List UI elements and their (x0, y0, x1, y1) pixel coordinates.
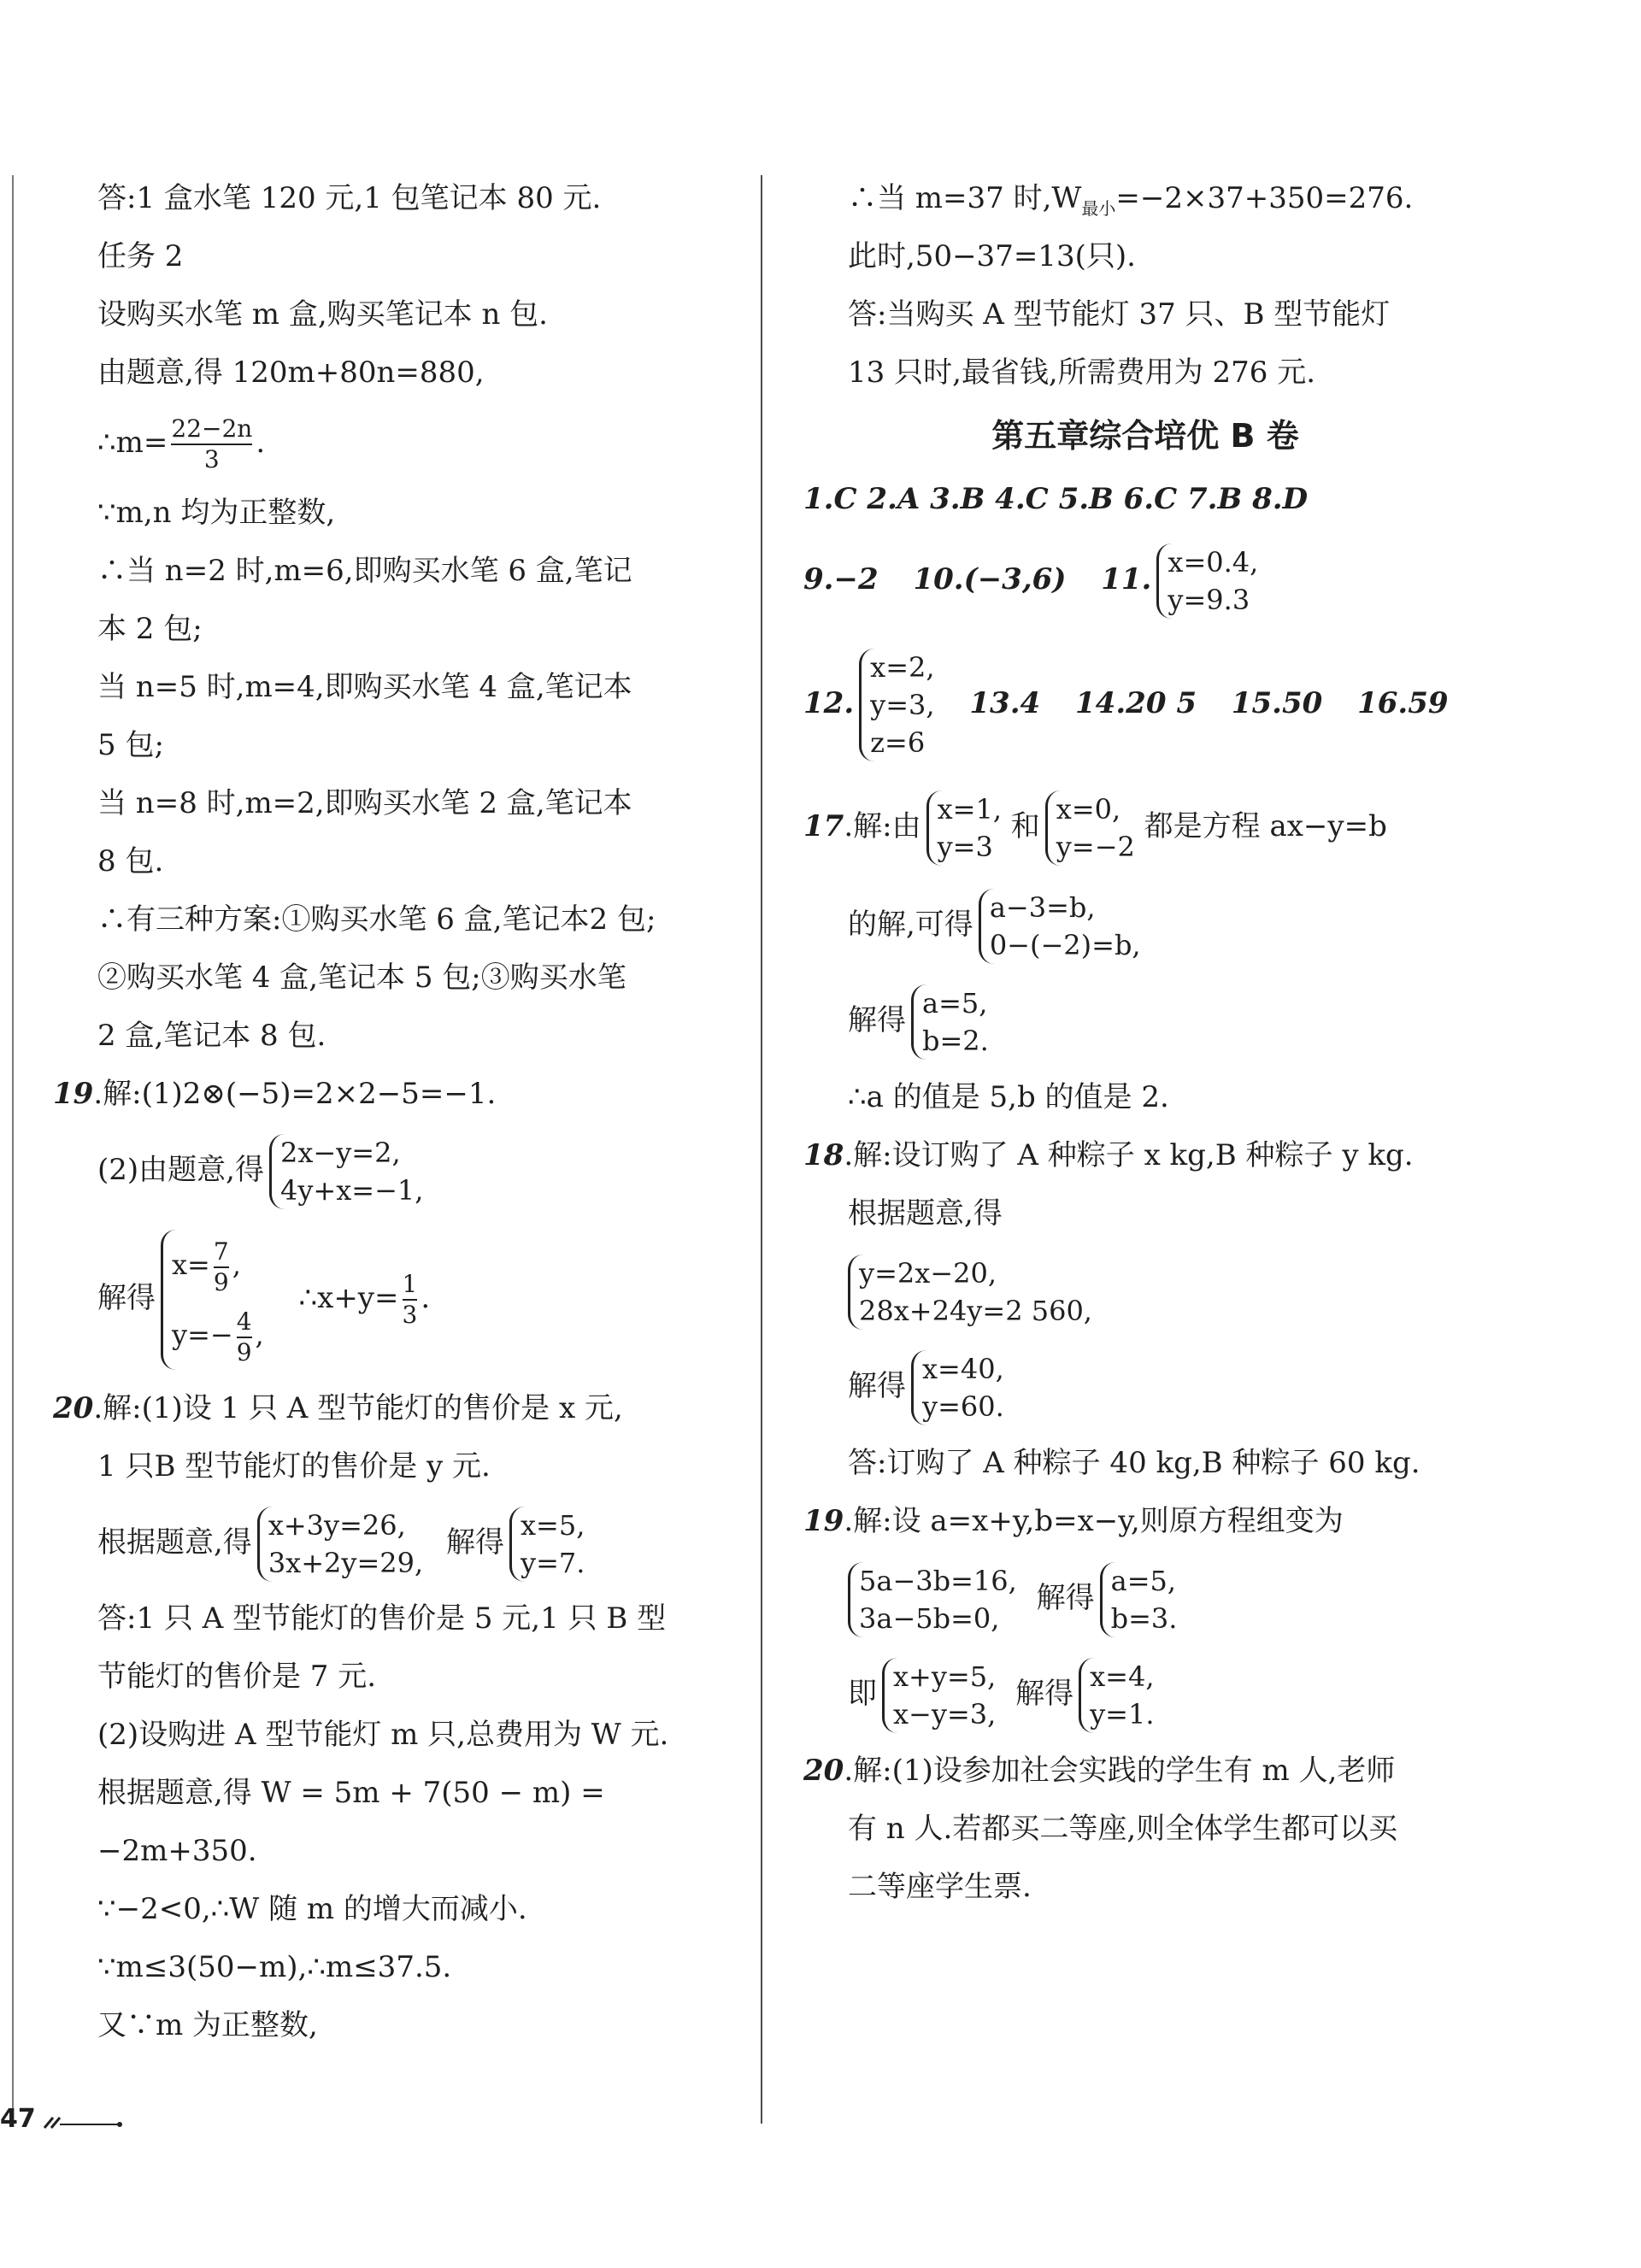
numerator: 1 (403, 1270, 418, 1301)
equation-system (257, 1507, 423, 1582)
text-line: 答:订购了 A 种粽子 40 kg,B 种粽子 60 kg. (848, 1446, 1420, 1480)
equation-system (911, 1350, 1004, 1425)
equation-system-line (53, 1495, 737, 1589)
page-number: 47 (0, 2104, 36, 2134)
fraction (171, 414, 252, 474)
answer: 9.−2 (803, 562, 879, 596)
answer-line: 答:1 盒水笔 120 元,1 包笔记本 80 元. (97, 181, 602, 215)
equation: 3a−5b=0, (859, 1602, 1000, 1635)
page-left-rule (12, 175, 14, 2124)
text-fragment: 的解,可得 (848, 908, 973, 942)
equation-system-line (53, 1123, 737, 1217)
text-fragment: ∴x+y= (298, 1281, 399, 1315)
answer: 16.59 (1357, 686, 1449, 720)
text-fragment: .解:(1)2⊗(−5)=2×2−5=−1. (93, 1077, 497, 1111)
text-fragment: .解:(1)设参加社会实践的学生有 m 人,老师 (844, 1754, 1396, 1788)
equation-system-line (803, 1646, 1487, 1742)
question-number: 18 (803, 1138, 844, 1172)
text-line: 答:1 只 A 型节能灯的售价是 5 元,1 只 B 型 (97, 1601, 667, 1636)
equation: y=−2 (1056, 831, 1135, 863)
equation: z=6 (870, 726, 926, 759)
text-line: 5 包; (97, 728, 164, 762)
text-line: 二等座学生票. (848, 1870, 1032, 1904)
equation-system-line (803, 1243, 1487, 1338)
text-fragment: =−2×37+350=276. (1115, 181, 1414, 215)
equation-system (926, 790, 1002, 866)
left-column (53, 169, 737, 2054)
text-line: −2m+350. (97, 1834, 257, 1868)
text-fragment: x= (172, 1249, 210, 1281)
equation: y=3 (937, 831, 993, 863)
answer: 14.20 5 (1075, 686, 1197, 720)
numerator: 22−2n (171, 414, 252, 445)
question-20 (803, 1742, 1487, 1800)
text-fragment: , (255, 1319, 264, 1351)
denominator: 9 (236, 1337, 252, 1366)
equation: x+3y=26, (268, 1509, 406, 1542)
fraction-line (53, 402, 737, 484)
task-heading: 任务 2 (97, 239, 184, 273)
text-line: ②购买水笔 4 盒,笔记本 5 包;③购买水笔 (97, 961, 626, 995)
text-fragment: , (232, 1249, 241, 1281)
equation: y=2x−20, (859, 1257, 997, 1290)
equation: x=2, (870, 651, 935, 684)
text-line: 本 2 包; (97, 612, 203, 646)
equation-system (1045, 790, 1135, 866)
text-line: 当 n=5 时,m=4,即购买水笔 4 盒,笔记本 (97, 670, 632, 704)
text-line: ∴有三种方案:①购买水笔 6 盒,笔记本2 包; (97, 902, 656, 937)
text-fragment: y=− (172, 1319, 233, 1351)
equation: 2x−y=2, (279, 1137, 401, 1169)
text-fragment: 解得 (848, 1003, 906, 1037)
question-19 (53, 1065, 737, 1123)
section-title: 第五章综合培优 B 卷 (991, 417, 1299, 455)
text-line: ∴a 的值是 5,b 的值是 2. (848, 1080, 1169, 1114)
text-line: 根据题意,得 W = 5m + 7(50 − m) = (97, 1776, 605, 1810)
equation: 28x+24y=2 560, (859, 1295, 1092, 1327)
answer: 11. (1101, 562, 1152, 596)
answer-row: 1.C 2.A 3.B 4.C 5.B 6.C 7.B 8.D (803, 482, 1309, 516)
equation-system (848, 1254, 1092, 1330)
question-number: 19 (803, 1504, 844, 1538)
equation-system (911, 984, 989, 1060)
text-line: 有 n 人.若都买二等座,则全体学生都可以买 (848, 1812, 1398, 1846)
text-line: 13 只时,最省钱,所需费用为 276 元. (848, 355, 1316, 390)
text-fragment: .解:(1)设 1 只 A 型节能灯的售价是 x 元, (93, 1391, 623, 1425)
equation: y=7. (520, 1547, 585, 1579)
equation: x=0, (1056, 793, 1121, 826)
equation-system (882, 1658, 996, 1733)
right-column (803, 169, 1487, 1916)
text-fragment: ∴m= (97, 426, 168, 460)
text-fragment: . (421, 1281, 431, 1315)
text-line: ∴当 n=2 时,m=6,即购买水笔 6 盒,笔记 (97, 554, 632, 588)
denominator: 3 (203, 445, 220, 473)
equation: x−y=3, (893, 1698, 997, 1730)
denominator: 9 (213, 1267, 229, 1296)
solution-line (53, 1217, 737, 1379)
text-line: 8 包. (97, 844, 164, 878)
answer: 12. (803, 686, 855, 720)
equation: 4y+x=−1, (279, 1174, 424, 1207)
text-line (803, 169, 1487, 227)
text-fragment: . (256, 426, 266, 460)
text-fragment: 根据题意,得 (97, 1525, 252, 1560)
equation: x=4, (1090, 1660, 1155, 1693)
page-ornament-icon (41, 2114, 126, 2131)
question-number: 19 (53, 1077, 94, 1111)
text-fragment: 解得 (848, 1369, 906, 1403)
text-fragment: 即 (848, 1677, 877, 1711)
equation: y=3, (870, 689, 935, 721)
text-line: ∵m,n 均为正整数, (97, 496, 336, 530)
numerator: 7 (214, 1237, 229, 1268)
text-line: 节能灯的售价是 7 元. (97, 1660, 377, 1694)
equation: a=5, (922, 987, 988, 1019)
equation: 0−(−2)=b, (989, 929, 1141, 961)
equation-system (161, 1230, 264, 1370)
answer: 10.(−3,6) (913, 562, 1067, 596)
question-18 (803, 1126, 1487, 1184)
text-line: 2 盒,笔记本 8 包. (97, 1019, 326, 1053)
equation (172, 1300, 264, 1370)
equation: b=3. (1110, 1602, 1178, 1635)
text-fragment: .解:设 a=x+y,b=x−y,则原方程组变为 (844, 1504, 1344, 1538)
question-19 (803, 1492, 1487, 1550)
fraction (403, 1270, 418, 1330)
text-line: 由题意,得 120m+80n=880, (97, 355, 485, 390)
equation-system (1100, 1562, 1178, 1637)
text-fragment: .解:设订购了 A 种粽子 x kg,B 种粽子 y kg. (844, 1138, 1414, 1172)
question-number: 17 (803, 809, 844, 843)
equation: y=1. (1090, 1698, 1155, 1730)
equation-system (1079, 1658, 1154, 1733)
question-number: 20 (53, 1391, 94, 1425)
equation: a=5, (1110, 1565, 1177, 1597)
equation: y=60. (922, 1390, 1004, 1423)
question-number: 20 (803, 1754, 844, 1788)
equation: a−3=b, (989, 891, 1096, 924)
text-fragment: 解得 (445, 1525, 504, 1560)
text-line: (2)设购进 A 型节能灯 m 只,总费用为 W 元. (97, 1718, 669, 1752)
equation-system (979, 889, 1141, 964)
equation: x=5, (520, 1509, 585, 1542)
numerator: 4 (237, 1307, 252, 1338)
equation: 3x+2y=29, (268, 1547, 424, 1579)
answer-row (803, 528, 1487, 631)
equation: x=40, (922, 1353, 1004, 1385)
text-fragment: (2)由题意,得 (97, 1153, 264, 1187)
equation-system-line (803, 972, 1487, 1068)
equation: 5a−3b=16, (859, 1565, 1017, 1597)
text-fragment: 解得 (1036, 1581, 1095, 1615)
text-line: 1 只B 型节能灯的售价是 y 元. (97, 1449, 491, 1484)
answer: 13.4 (969, 686, 1041, 720)
text-line: 设购买水笔 m 盒,购买笔记本 n 包. (97, 297, 548, 332)
text-fragment: 解得 (97, 1281, 156, 1315)
text-line: 又∵m 为正整数, (97, 2008, 318, 2042)
denominator: 3 (402, 1301, 418, 1329)
equation-system (509, 1507, 585, 1582)
text-fragment: .解:由 (844, 809, 921, 843)
answer: 15.50 (1231, 686, 1323, 720)
subscript: 最小 (1081, 197, 1116, 219)
equation: b=2. (922, 1025, 989, 1057)
text-line: ∵−2<0,∴W 随 m 的增大而减小. (97, 1892, 527, 1926)
question-20 (53, 1379, 737, 1437)
text-fragment: ∴当 m=37 时,W (848, 181, 1082, 215)
text-line: ∵m≤3(50−m),∴m≤37.5. (97, 1950, 452, 1984)
equation (172, 1230, 264, 1300)
equation: x=0.4, (1168, 546, 1259, 579)
equation: x=1, (937, 793, 1002, 826)
text-line: 答:当购买 A 型节能灯 37 只、B 型节能灯 (848, 297, 1391, 332)
text-fragment: 和 (1010, 809, 1040, 843)
equation-system-line (803, 1338, 1487, 1434)
equation: x+y=5, (893, 1660, 997, 1693)
equation-system (859, 649, 934, 761)
question-17 (803, 776, 1487, 877)
text-line: 此时,50−37=13(只). (848, 239, 1136, 273)
fraction (237, 1307, 252, 1367)
text-line: 根据题意,得 (848, 1196, 1003, 1231)
text-fragment: 都是方程 ax−y=b (1144, 809, 1387, 843)
text-line: 当 n=8 时,m=2,即购买水笔 2 盒,笔记本 (97, 786, 632, 820)
equation-system (1156, 543, 1258, 619)
answer-row (803, 631, 1487, 776)
fraction (214, 1237, 229, 1297)
equation-system-line (803, 877, 1487, 972)
column-divider (761, 175, 762, 2124)
equation-system-line (803, 1550, 1487, 1646)
text-fragment: 解得 (1015, 1677, 1074, 1711)
equation-system (848, 1562, 1017, 1637)
equation-system (269, 1134, 423, 1209)
equation: y=9.3 (1168, 584, 1250, 616)
